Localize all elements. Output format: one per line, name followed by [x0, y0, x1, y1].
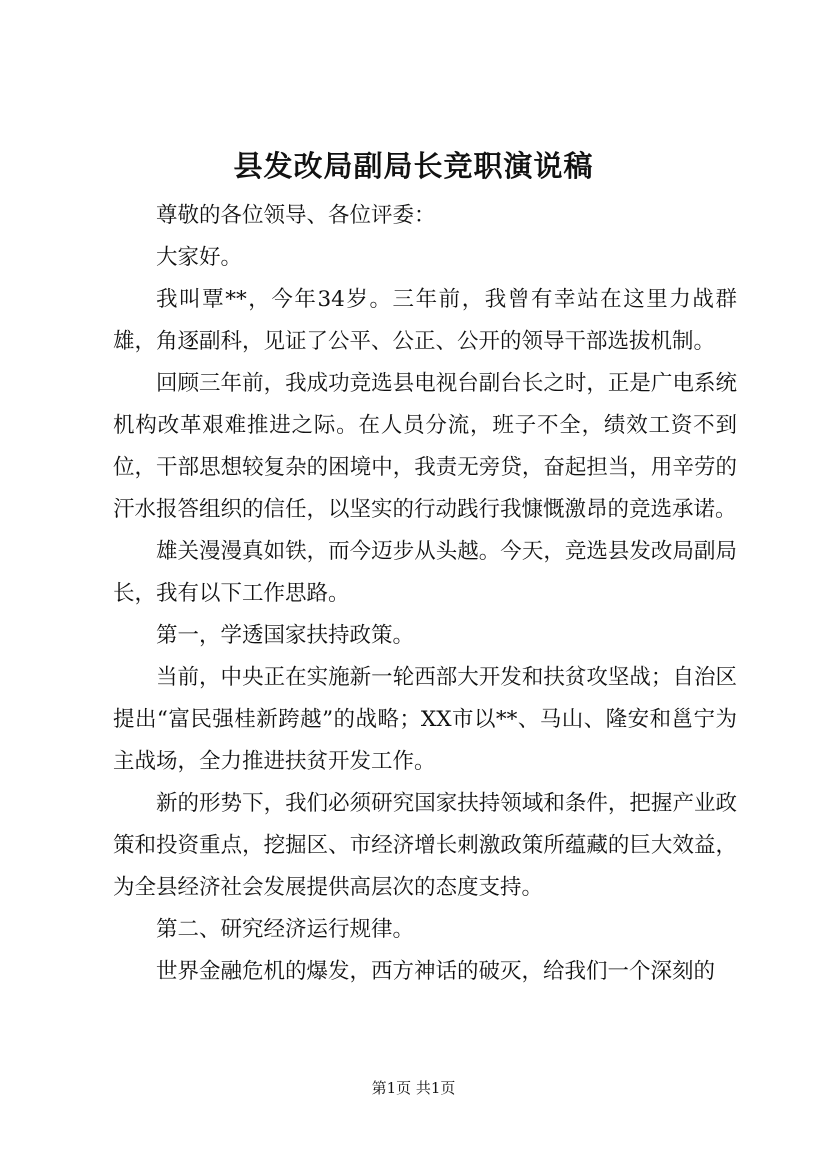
- paragraph-new-situation: 新的形势下，我们必须研究国家扶持领域和条件，把握产业政策和投资重点，挖掘区、市经济增长刺激政策所蕴藏的巨大效益，为全县经济社会发展提供高层次的态度支持。: [113, 791, 737, 900]
- paragraph-salutation: 尊敬的各位领导、各位评委：: [156, 203, 436, 228]
- paragraph-current-situation: 当前，中央正在实施新一轮西部大开发和扶贫攻坚战；自治区提出“富民强桂新跨越”的战略；XX市以**、马山、隆安和邕宁为主战场，全力推进扶贫开发工作。: [113, 665, 737, 774]
- paragraph-greeting: 大家好。: [156, 245, 243, 270]
- document-title: 县发改局副局长竞职演说稿: [233, 149, 594, 183]
- paragraph-point-one: 第一，学透国家扶持政策。: [156, 623, 415, 648]
- paragraph-point-two: 第二、研究经济运行规律。: [156, 917, 415, 942]
- paragraph-review: 回顾三年前，我成功竞选县电视台副台长之时，正是广电系统机构改革艰难推进之际。在人员分流，班子不全，绩效工资不到位，干部思想较复杂的困境中，我责无旁贷，奋起担当，用辛劳的汗水报答组织的信任，以坚实的行动践行我慷慨激昂的竞选承诺。: [113, 371, 737, 522]
- document-body: [113, 195, 737, 993]
- page-footer: 第1页 共1页: [371, 1079, 456, 1097]
- paragraph-financial-crisis: 世界金融危机的爆发，西方神话的破灭，给我们一个深刻的: [156, 959, 716, 984]
- paragraph-introduction: 我叫覃**，今年34岁。三年前，我曾有幸站在这里力战群雄，角逐副科，见证了公平、公正、公开的领导干部选拔机制。: [113, 287, 737, 354]
- paragraph-transition: 雄关漫漫真如铁，而今迈步从头越。今天，竞选县发改局副局长，我有以下工作思路。: [113, 539, 737, 606]
